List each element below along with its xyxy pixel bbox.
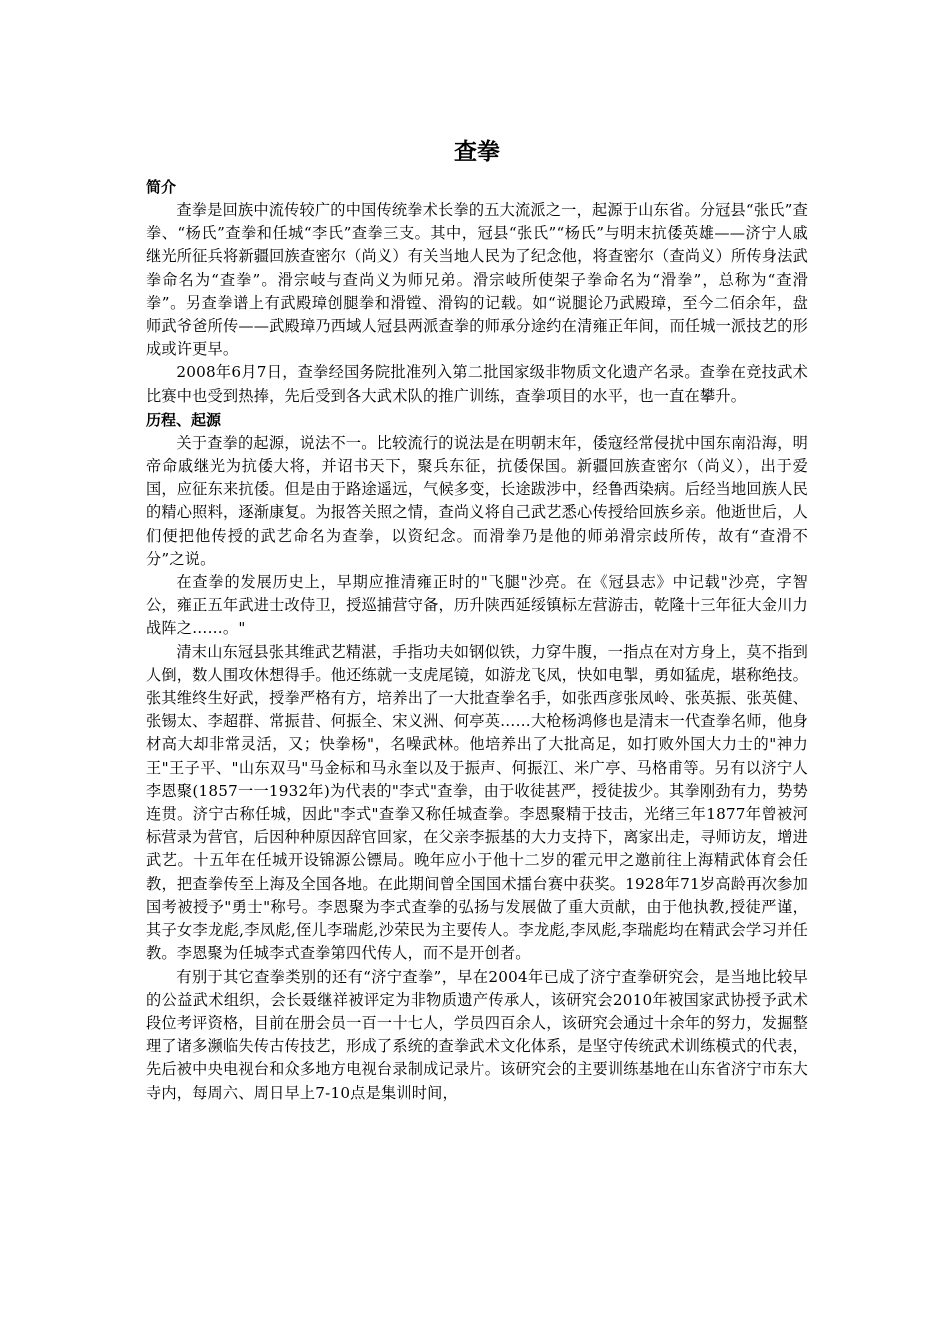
history-paragraph-4: 有别于其它查拳类别的还有“济宁查拳”，早在2004年已成了济宁查拳研究会，是当地比较早的公益武术组织，会长聂继祥被评定为非物质遗产传承人，该研究会2010年被国家武协授予武术段位考评资格，目前在册会员一百一十七人，学员四百余人，该研究会通过十余年的努力，发掘整理了诸多濒临失传古传技艺，形成了系统的查拳武术文化体系，是坚守传统武术训练模式的代表，先后被中央电视台和众多地方电视台录制成记录片。该研究会的主要训练基地在山东省济宁市东大寺内，每周六、周日早上7-10点是集训时间， xyxy=(146,967,808,1102)
section-intro xyxy=(146,175,808,408)
intro-paragraph-2: 2008年6月7日，查拳经国务院批准列入第二批国家级非物质文化遗产名录。查拳在竞技武术比赛中也受到热捧，先后受到各大武术队的推广训练，查拳项目的水平，也一直在攀升。 xyxy=(146,363,808,405)
section-heading-history: 历程、起源 xyxy=(146,410,222,429)
intro-paragraph-1: 查拳是回族中流传较广的中国传统拳术长拳的五大流派之一，起源于山东省。分冠县“张氏”查拳、“杨氏”查拳和任城“李氏”查拳三支。其中，冠县“张氏”“杨氏”与明末抗倭英雄——济宁人戚继光所征兵将新疆回族查密尔（尚义）有关当地人民为了纪念他，将查密尔（查尚义）所传身法武拳命名为“查拳”。滑宗岐与查尚义为师兄弟。滑宗岐所使架子拳命名为“滑拳”，总称为“查滑拳”。另查拳谱上有武殿璋创腿拳和滑镗、滑钩的记载。如“说腿论乃武殿璋，至今二佰余年，盘师武爷爸所传——武殿璋乃西域人冠县两派查拳的师承分途约在清雍正年间，而任城一派技艺的形成或许更早。 xyxy=(146,201,808,359)
section-heading-intro: 简介 xyxy=(146,178,177,196)
history-paragraph-3: 清末山东冠县张其维武艺精湛，手指功夫如钢似铁，力穿牛腹，一指点在对方身上，莫不指到人倒，数人围攻休想得手。他还练就一支虎尾镜，如游龙飞凤，快如电掣，勇如猛虎，堪称绝技。张其维终生好武，授拳严格有方，培养出了一大批查拳名手，如张西彦张凤岭、张英振、张英健、张锡太、李超群、常振昔、何振全、宋义洲、何亭英……大枪杨鸿修也是清末一代查拳名师，他身材高大却非常灵活，又；快拳杨"，名噪武林。他培养出了大批高足，如打败外国大力士的"神力王"王子平、"山东双马"马金标和马永奎以及于振声、何振江、米广亭、马格甫等。另有以济宁人李恩聚(1857一一1932年)为代表的"李式"查拳，由于收徒甚严，授徒拔少。其拳刚劲有力，势势连贯。济宁古称任城，因此"李式"查拳又称任城查拳。李恩聚精于技击，光绪三年1877年曾被河标营录为营官，后因种种原因辞官回家，在父亲李振基的大力支持下，离家出走，寻师访友，增进武艺。十五年在任城开设锦源公镖局。晚年应小于他十二岁的霍元甲之邀前往上海精武体育会任教，把查拳传至上海及全国各地。在此期间曾全国国术擂台赛中获奖。1928年71岁高龄再次参加国考被授予"勇士"称号。李恩聚为李式查拳的弘扬与发展做了重大贡献，由于他执教,授徒严谨，其子女李龙彪,李凤彪,侄儿李瑞彪,沙荣民为主要传人。李龙彪,李凤彪,李瑞彪均在精武会学习并任教。李恩聚为任城李式查拳第四代传人，而不是开创者。 xyxy=(146,642,808,963)
document-title: 查拳 xyxy=(454,139,500,165)
section-history-origin xyxy=(146,408,808,1105)
document-page xyxy=(146,132,808,1105)
history-paragraph-1: 关于查拳的起源，说法不一。比较流行的说法是在明朝末年，倭寇经常侵扰中国东南沿海，明帝命戚继光为抗倭大将，并诏书天下，聚兵东征，抗倭保国。新疆回族查密尔（尚义），出于爱国，应征东来抗倭。但是由于路途遥远，气候多变，长途跋涉中，经鲁西染病。后经当地回族人民的精心照料，逐渐康复。为报答关照之情，查尚义将自己武艺悉心传授给回族乡亲。他逝世后，人们便把他传授的武艺命名为查拳，以资纪念。而滑拳乃是他的师弟滑宗歧所传，故有“查滑不分”之说。 xyxy=(146,433,808,568)
history-paragraph-2: 在查拳的发展历史上，早期应推清雍正时的"飞腿"沙亮。在《冠县志》中记载"沙亮，字智公，雍正五年武进士改侍卫，授巡捕营守备，历升陕西延绥镇标左营游击，乾隆十三年征大金川力战阵之……。" xyxy=(146,573,808,638)
